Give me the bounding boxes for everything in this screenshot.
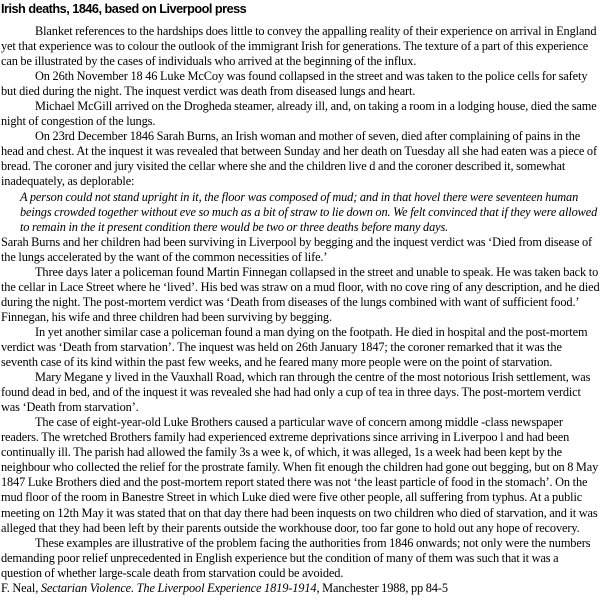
paragraph-intro: Blanket references to the hardships does little to convey the appalling reality of their experience on arrival in England yet that experience was to colour the outlook of the immigrant Irish for generations. The texture of a part of this experience can be illustrated by the cases of individuals who arrived at the beginning of the influx.: [1, 24, 597, 69]
citation: [1, 581, 600, 596]
paragraph-luke-mccoy: On 26th November 18 46 Luke McCoy was found collapsed in the street and was taken to the police cells for safety but died during the night. The inquest verdict was death from diseased lungs and heart.: [1, 69, 588, 99]
citation-author: F. Neal,: [1, 580, 41, 595]
paragraph-footpath-case: In yet another similar case a policeman found a man dying on the footpath. He died in hospital and the post-mortem verdict was ‘Death from starvation’. The inquest was held on 26th January 1847; the coroner remarked that it was the seventh case of its kind within the past few weeks, and he feared many more people were on the point of starvation.: [1, 324, 588, 370]
paragraph-conclusion: These examples are illustrative of the problem facing the authorities from 1846 onwards; not only were the numbers demanding poor relief unprecedented in English experience but the condition of many of them was such that it was a question of whether large-scale death from starvation could be avoided.: [1, 535, 591, 580]
paragraph-sarah-burns-verdict: Sarah Burns and her children had been surviving in Liverpool by begging and the inquest verdict was ‘Died from disease of the lungs accelerated by the want of the common necessities of life.’: [1, 234, 593, 264]
paragraph-luke-brothers: The case of eight-year-old Luke Brothers caused a particular wave of concern among middle -class newspaper readers. The wretched Brothers family had experienced extreme deprivations since arriving in Liverpoo l and had been continually ill. The parish had allowed the family 3s a wee k, of which, it was alleged, 1s a week had been kept by the neighbour who collected the relief for the prostrate family. When fit enough the children had gone out begging, but on 8 May 1847 Luke Brothers died and the post-mortem report stated there was not ‘the least particle of food in the stomach’. On the mud floor of the room in Banestre Street in which Luke died were five other people, all suffering from typhus. At a public meeting on 12th May it was stated that on that day there had been inquests on two children who died of starvation, and it was alleged that they had been left by their parents outside the workhouse door, too far gone to hold out any hope of recovery.: [1, 415, 599, 535]
paragraph-sarah-burns: On 23rd December 1846 Sarah Burns, an Irish woman and mother of seven, died after complaining of pains in the head and chest. At the inquest it was revealed that between Sunday and her death on Tuesday all she had eaten was a piece of bread. The coroner and jury visited the cellar where she and the children live d and the coroner described it, somewhat inadequately, as deplorable:: [1, 129, 597, 189]
block-quote-coroner: A person could not stand upright in it, the floor was composed of mud; and in that hovel there were seventeen human beings crowded together without eve so much as a bit of straw to lie down on. We felt convinced that if they were allowed to remain in the it present condition there would be two or three deaths before many days.: [20, 189, 598, 234]
paragraph-martin-finnegan: Three days later a policeman found Martin Finnegan collapsed in the street and unable to speak. He was taken back to the cellar in Lace Street where he ‘lived’. His bed was straw on a mud floor, with no cove ring of any description, and he died during the night. The post-mortem verdict was ‘Death from diseases of the lungs combined with want of sufficient food.’ Finnegan, his wife and three children had been surviving by begging.: [1, 264, 600, 324]
citation-work: Sectarian Violence. The Liverpool Experience 1819-1914,: [40, 580, 320, 595]
paragraph-mary-meganey: Mary Megane y lived in the Vauxhall Road, which ran through the centre of the most notorious Irish settlement, was found dead in bed, and of the inquest it was revealed she had had only a cup of tea in three days. The post-mortem verdict was ‘Death from starvation’.: [1, 370, 591, 415]
citation-details: Manchester 1988, pp 84-5: [319, 580, 448, 595]
page-title: Irish deaths, 1846, based on Liverpool press: [1, 2, 247, 16]
paragraph-michael-mcgill: Michael McGill arrived on the Drogheda steamer, already ill, and, on taking a room in a lodging house, died the same night of congestion of the lungs.: [1, 99, 597, 129]
